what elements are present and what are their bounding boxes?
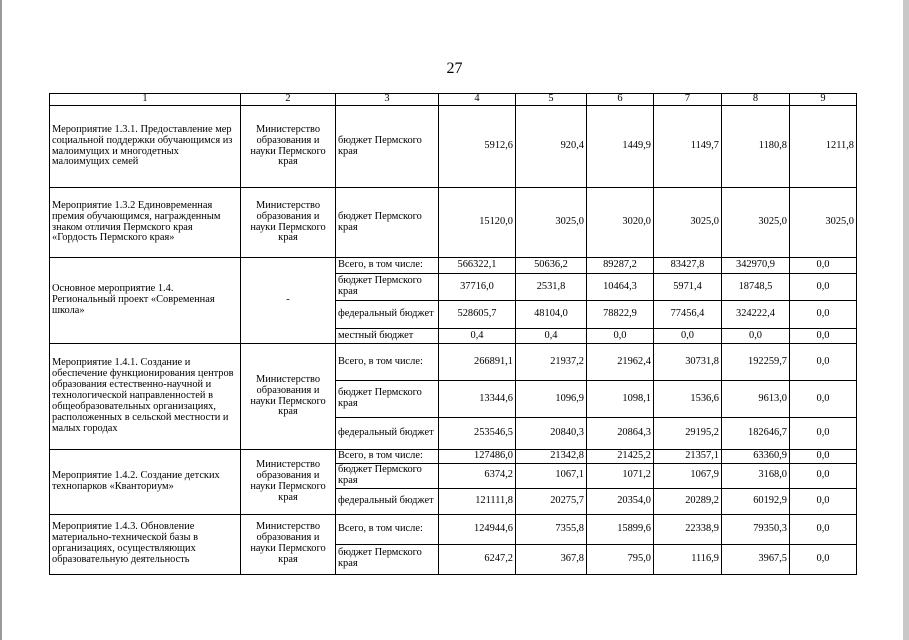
funding-source: бюджет Пермского края (336, 463, 439, 488)
activity-name: Мероприятие 1.4.2. Создание детских технопарков «Кванториум» (50, 450, 241, 515)
executor-cell: Министерство образования и науки Пермского края (241, 106, 336, 188)
value-cell: 3020,0 (587, 188, 654, 258)
value-cell: 1067,9 (654, 463, 722, 488)
value-cell: 1067,1 (516, 463, 587, 488)
table-row (50, 188, 857, 258)
value-cell: 78822,9 (587, 301, 654, 329)
value-cell: 13344,6 (439, 381, 516, 418)
value-cell: 121111,8 (439, 488, 516, 514)
value-cell: 920,4 (516, 106, 587, 188)
value-cell: 0,0 (790, 274, 857, 301)
value-cell: 324222,4 (722, 301, 790, 329)
value-cell: 1096,9 (516, 381, 587, 418)
value-cell: 9613,0 (722, 381, 790, 418)
value-cell: 79350,3 (722, 514, 790, 544)
funding-source: федеральный бюджет (336, 488, 439, 514)
value-cell: 30731,8 (654, 344, 722, 381)
column-header: 4 (439, 94, 516, 106)
value-cell: 0,0 (790, 381, 857, 418)
value-cell: 21342,8 (516, 450, 587, 464)
value-cell: 60192,9 (722, 488, 790, 514)
value-cell: 1149,7 (654, 106, 722, 188)
value-cell: 0,4 (439, 329, 516, 344)
value-cell: 6374,2 (439, 463, 516, 488)
value-cell: 3025,0 (654, 188, 722, 258)
table-row (50, 258, 857, 274)
value-cell: 0,4 (516, 329, 587, 344)
executor-cell: Министерство образования и науки Пермского края (241, 450, 336, 515)
column-header: 2 (241, 94, 336, 106)
value-cell: 29195,2 (654, 418, 722, 450)
value-cell: 3967,5 (722, 544, 790, 574)
value-cell: 21962,4 (587, 344, 654, 381)
value-cell: 21937,2 (516, 344, 587, 381)
value-cell: 1071,2 (587, 463, 654, 488)
funding-source: бюджет Пермского края (336, 106, 439, 188)
value-cell: 37716,0 (439, 274, 516, 301)
executor-cell: Министерство образования и науки Пермского края (241, 344, 336, 450)
value-cell: 1536,6 (654, 381, 722, 418)
value-cell: 127486,0 (439, 450, 516, 464)
value-cell: 21425,2 (587, 450, 654, 464)
value-cell: 528605,7 (439, 301, 516, 329)
column-header: 9 (790, 94, 857, 106)
value-cell: 3168,0 (722, 463, 790, 488)
funding-source: федеральный бюджет (336, 418, 439, 450)
table-row (50, 106, 857, 188)
value-cell: 0,0 (790, 329, 857, 344)
activity-name: Мероприятие 1.4.3. Обновление материально-технической базы в организациях, осуществляющих образовательную деятельность (50, 514, 241, 574)
value-cell: 253546,5 (439, 418, 516, 450)
column-header: 3 (336, 94, 439, 106)
activity-name: Основное мероприятие 1.4. Региональный проект «Современная школа» (50, 258, 241, 344)
value-cell: 18748,5 (722, 274, 790, 301)
value-cell: 0,0 (790, 418, 857, 450)
value-cell: 3025,0 (722, 188, 790, 258)
value-cell: 1180,8 (722, 106, 790, 188)
value-cell: 0,0 (790, 258, 857, 274)
value-cell: 20840,3 (516, 418, 587, 450)
scan-edge-right (903, 0, 909, 640)
activity-name: Мероприятие 1.3.1. Предоставление мер социальной поддержки обучающимся из малоимущих и многодетных малоимущих семей (50, 106, 241, 188)
value-cell: 0,0 (790, 514, 857, 544)
funding-source: Всего, в том числе: (336, 514, 439, 544)
funding-source: бюджет Пермского края (336, 381, 439, 418)
executor-cell: - (241, 258, 336, 344)
value-cell: 367,8 (516, 544, 587, 574)
funding-source: Всего, в том числе: (336, 344, 439, 381)
value-cell: 266891,1 (439, 344, 516, 381)
table-row (50, 344, 857, 381)
value-cell: 0,0 (790, 463, 857, 488)
value-cell: 20289,2 (654, 488, 722, 514)
column-header: 1 (50, 94, 241, 106)
value-cell: 1449,9 (587, 106, 654, 188)
funding-source: местный бюджет (336, 329, 439, 344)
value-cell: 0,0 (790, 544, 857, 574)
header-row (50, 94, 857, 106)
column-header: 8 (722, 94, 790, 106)
value-cell: 0,0 (790, 450, 857, 464)
value-cell: 0,0 (654, 329, 722, 344)
value-cell: 22338,9 (654, 514, 722, 544)
value-cell: 10464,3 (587, 274, 654, 301)
value-cell: 89287,2 (587, 258, 654, 274)
activity-name: Мероприятие 1.3.2 Единовременная премия обучающимся, награжденным знаком отличия Пермского края «Гордость Пермского края» (50, 188, 241, 258)
value-cell: 5971,4 (654, 274, 722, 301)
column-header: 6 (587, 94, 654, 106)
value-cell: 1116,9 (654, 544, 722, 574)
value-cell: 1211,8 (790, 106, 857, 188)
column-header: 5 (516, 94, 587, 106)
value-cell: 77456,4 (654, 301, 722, 329)
executor-cell: Министерство образования и науки Пермского края (241, 188, 336, 258)
funding-source: бюджет Пермского края (336, 544, 439, 574)
executor-cell: Министерство образования и науки Пермского края (241, 514, 336, 574)
value-cell: 3025,0 (516, 188, 587, 258)
value-cell: 182646,7 (722, 418, 790, 450)
value-cell: 50636,2 (516, 258, 587, 274)
value-cell: 20275,7 (516, 488, 587, 514)
value-cell: 566322,1 (439, 258, 516, 274)
value-cell: 63360,9 (722, 450, 790, 464)
value-cell: 0,0 (587, 329, 654, 344)
value-cell: 0,0 (790, 301, 857, 329)
value-cell: 20354,0 (587, 488, 654, 514)
value-cell: 48104,0 (516, 301, 587, 329)
budget-table (49, 93, 857, 575)
funding-source: бюджет Пермского края (336, 274, 439, 301)
table-row (50, 514, 857, 544)
value-cell: 83427,8 (654, 258, 722, 274)
funding-source: бюджет Пермского края (336, 188, 439, 258)
activity-name: Мероприятие 1.4.1. Создание и обеспечение функционирования центров образования естественно-научной и технологической направленностей в общеобразовательных организациях, расположенных в сельской местности и малых городах (50, 344, 241, 450)
value-cell: 342970,9 (722, 258, 790, 274)
value-cell: 15120,0 (439, 188, 516, 258)
page-number: 27 (446, 60, 463, 77)
value-cell: 1098,1 (587, 381, 654, 418)
value-cell: 3025,0 (790, 188, 857, 258)
table-row (50, 450, 857, 464)
value-cell: 0,0 (790, 488, 857, 514)
funding-source: федеральный бюджет (336, 301, 439, 329)
value-cell: 15899,6 (587, 514, 654, 544)
value-cell: 124944,6 (439, 514, 516, 544)
funding-source: Всего, в том числе: (336, 450, 439, 464)
value-cell: 21357,1 (654, 450, 722, 464)
value-cell: 0,0 (790, 344, 857, 381)
column-header: 7 (654, 94, 722, 106)
scan-edge-left (0, 0, 2, 640)
value-cell: 0,0 (722, 329, 790, 344)
value-cell: 6247,2 (439, 544, 516, 574)
value-cell: 795,0 (587, 544, 654, 574)
funding-source: Всего, в том числе: (336, 258, 439, 274)
value-cell: 7355,8 (516, 514, 587, 544)
value-cell: 5912,6 (439, 106, 516, 188)
value-cell: 192259,7 (722, 344, 790, 381)
value-cell: 2531,8 (516, 274, 587, 301)
value-cell: 20864,3 (587, 418, 654, 450)
